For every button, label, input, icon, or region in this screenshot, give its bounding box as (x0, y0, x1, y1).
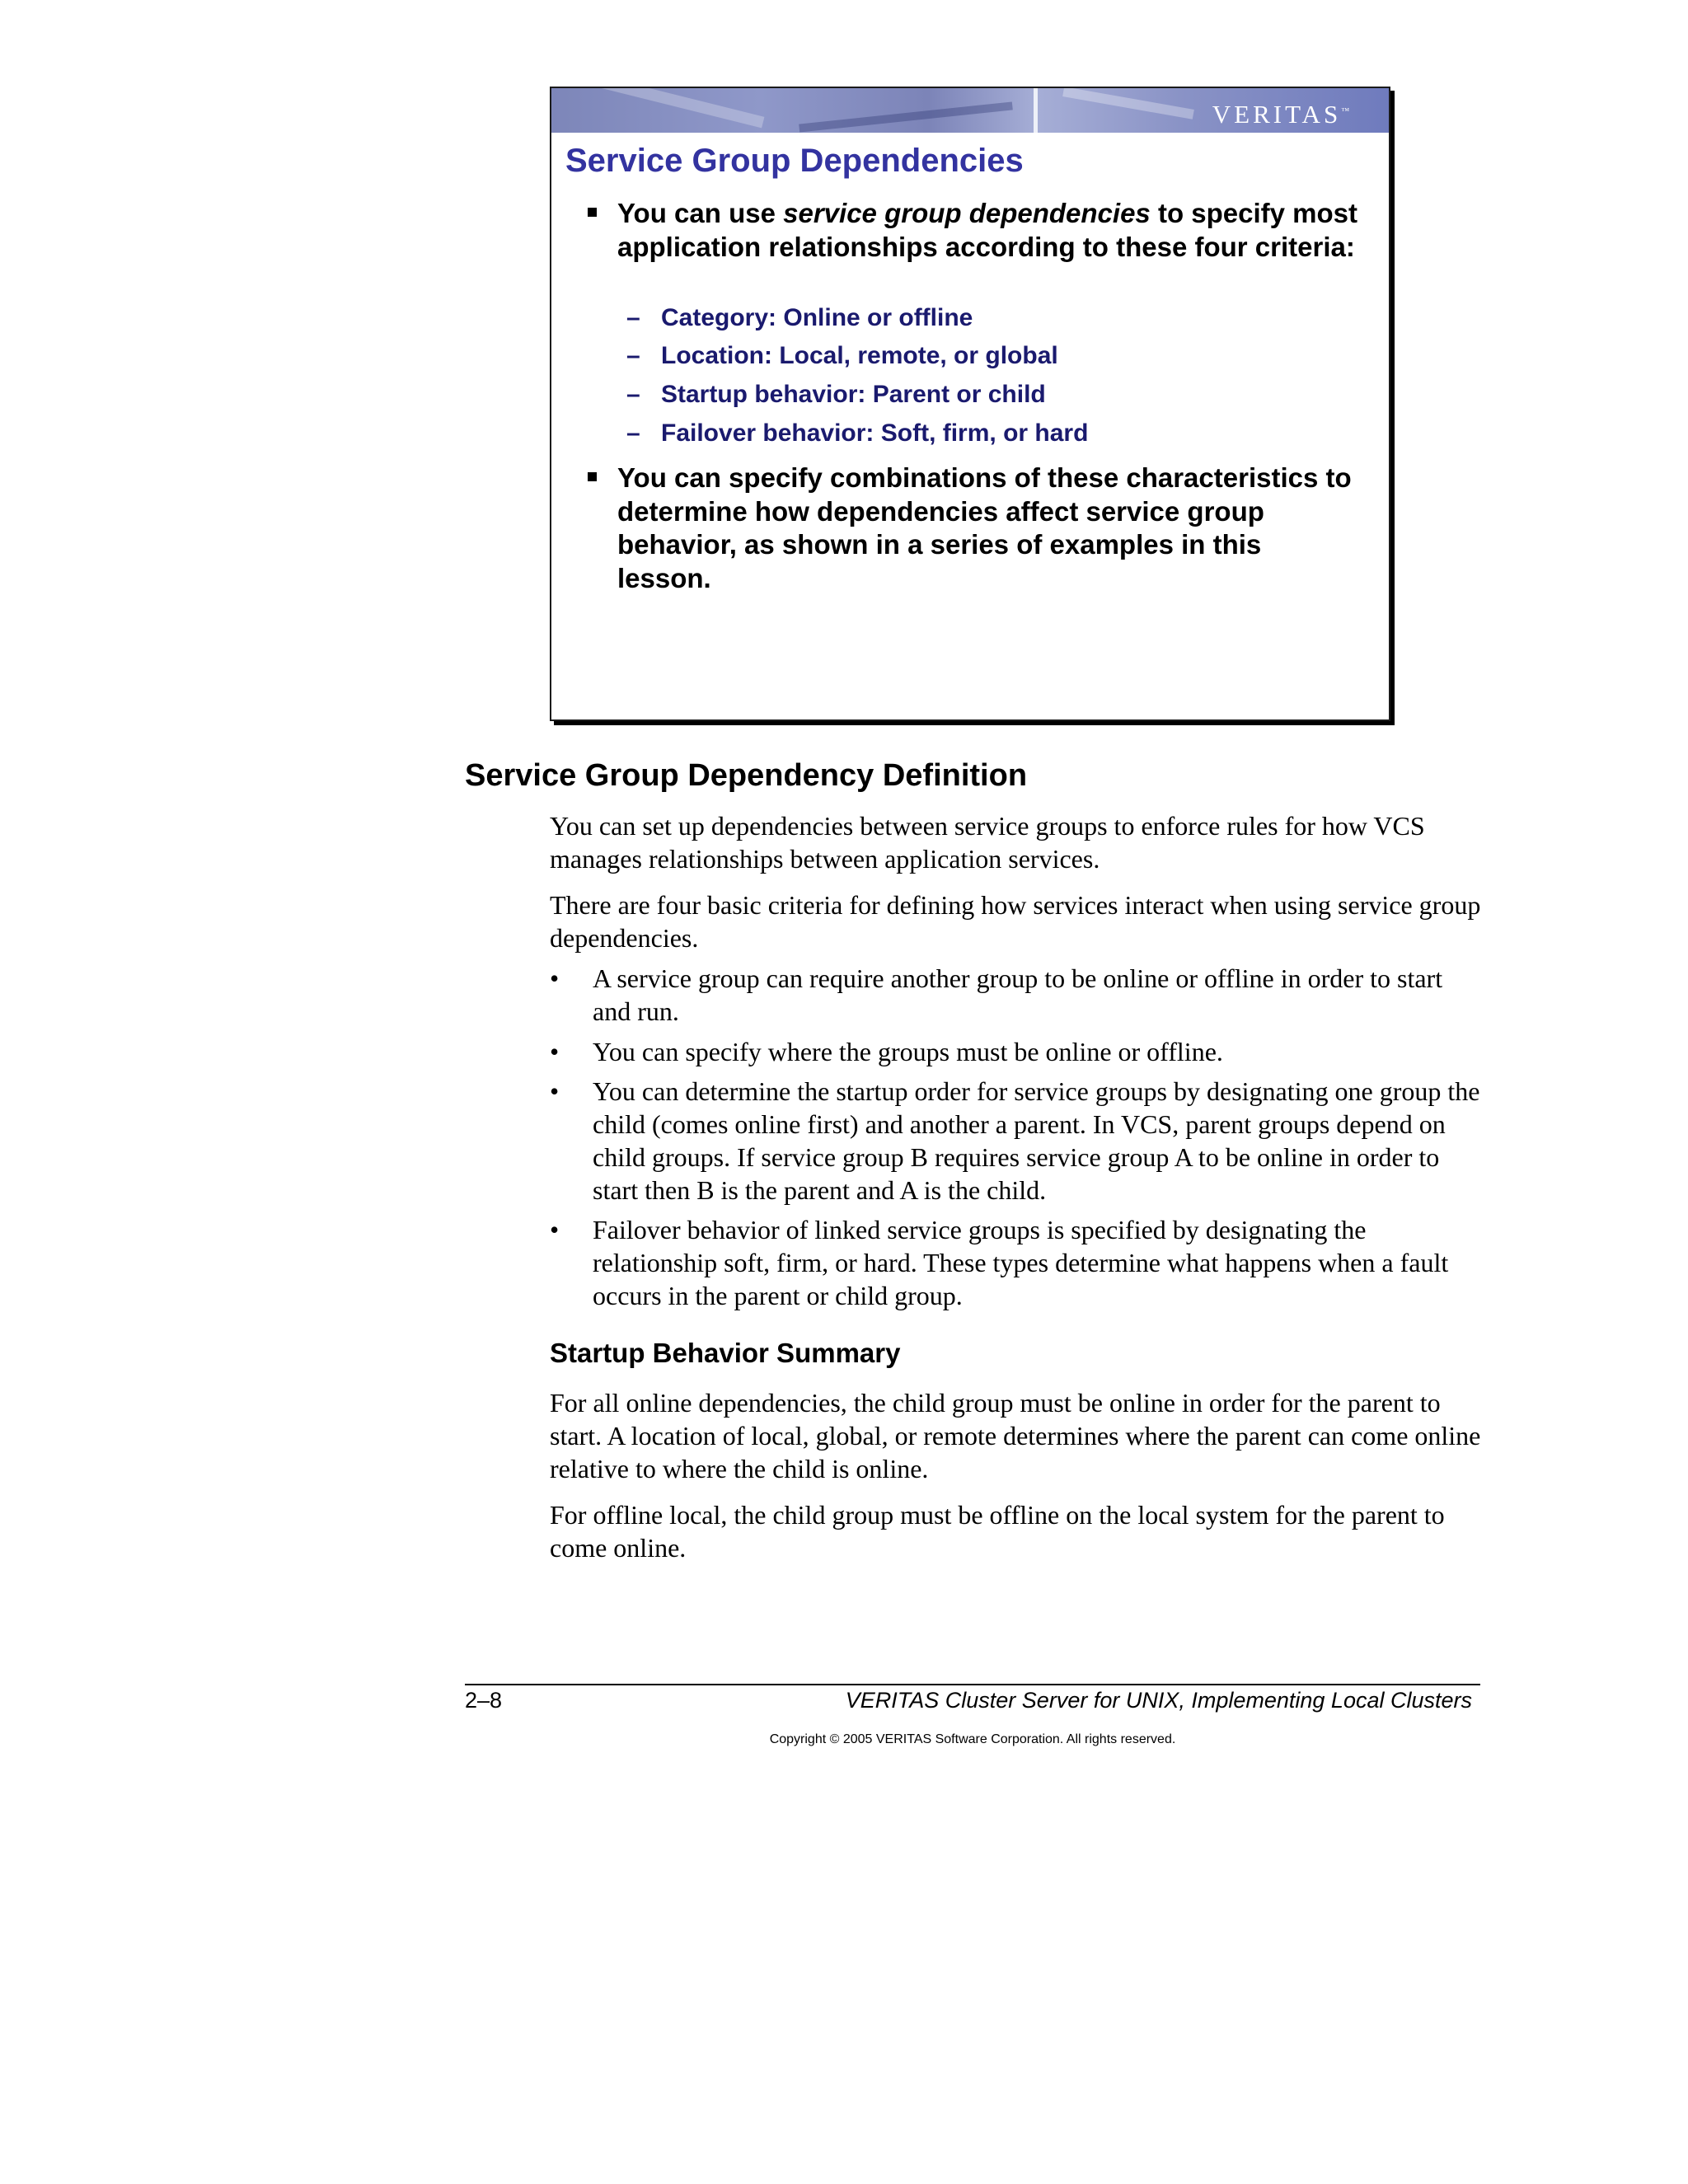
bullet-icon: • (550, 963, 560, 993)
subsection-heading: Startup Behavior Summary (550, 1338, 901, 1368)
slide-banner (551, 88, 1389, 133)
paragraph: You can set up dependencies between service groups to enforce rules for how VCS manages relationships between application services. (550, 811, 1425, 874)
banner-decoration (799, 101, 1013, 132)
slide-frame (550, 87, 1390, 721)
slide-title: Service Group Dependencies (565, 143, 1024, 179)
bullet-text: You can use (617, 198, 784, 228)
slide-sub-item: – Location: Local, remote, or global (626, 342, 1058, 369)
banner-separator (1034, 88, 1038, 133)
slide-bullet-1 (617, 197, 1359, 264)
section-heading: Service Group Dependency Definition (465, 758, 1028, 793)
square-bullet-icon (588, 208, 597, 217)
slide-sub-item: – Startup behavior: Parent or child (626, 381, 1046, 408)
paragraph: There are four basic criteria for defining how services interact when using service group dependencies. (550, 890, 1481, 953)
copyright-notice: Copyright © 2005 VERITAS Software Corporation. All rights reserved. (769, 1732, 1176, 1746)
book-title: VERITAS Cluster Server for UNIX, Implementing Local Clusters (845, 1688, 1472, 1713)
bullet-icon: • (550, 1037, 560, 1066)
page-number: 2–8 (465, 1688, 503, 1713)
square-bullet-icon (588, 472, 597, 481)
paragraph: For offline local, the child group must be offline on the local system for the parent to come online. (550, 1500, 1445, 1563)
footer-rule (465, 1684, 1480, 1685)
banner-decoration (586, 88, 765, 128)
paragraph: For all online dependencies, the child group must be online in order for the parent to start. A location of local, global, or remote determines where the parent can come online relative to where the child is online. (550, 1388, 1481, 1483)
banner-decoration (1062, 88, 1194, 120)
slide-sub-item: – Category: Online or offline (626, 304, 973, 331)
veritas-logo: VERITAS™ (1212, 100, 1349, 129)
bullet-icon: • (550, 1215, 560, 1244)
bullet-text: You can specify combinations of these characteristics to determine how dependencies affect service group behavior, as shown in a series of examples in this lesson. (617, 462, 1352, 593)
slide-bullet-2 (617, 462, 1359, 595)
bullet-icon: • (550, 1076, 560, 1106)
bullet-text: to specify most application relationships according to these four criteria: (617, 198, 1358, 262)
slide-sub-item: – Failover behavior: Soft, firm, or hard (626, 419, 1089, 447)
bullet-emphasis: service group dependencies (783, 198, 1151, 228)
